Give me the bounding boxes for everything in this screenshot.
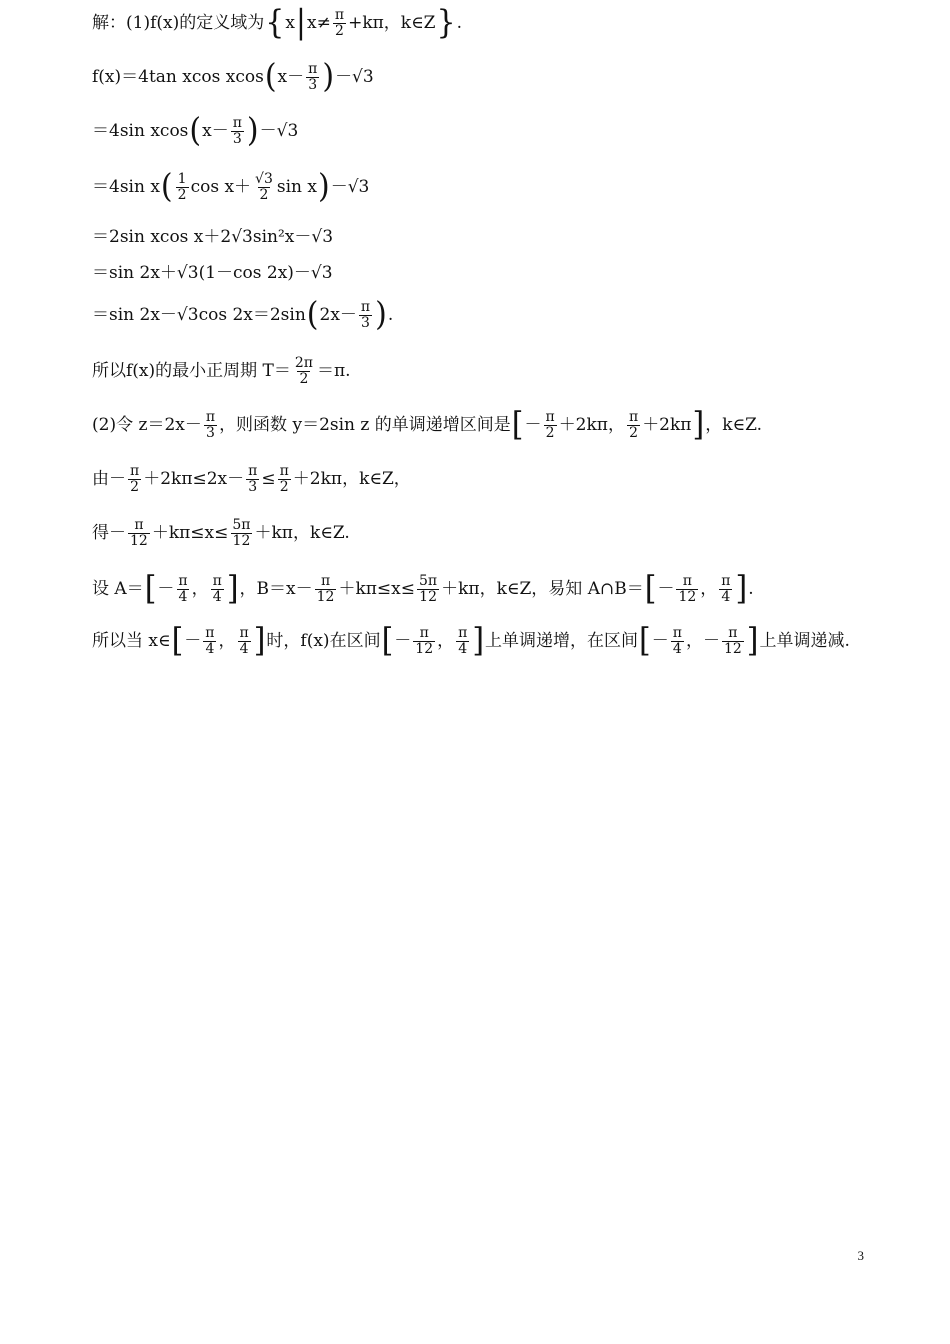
text: 时，f(x)在区间 (266, 630, 381, 651)
text: ＋2kπ≤2x－ (143, 468, 245, 489)
text: ， (218, 630, 236, 651)
text: －√3 (335, 66, 374, 87)
text: 由－ (92, 468, 126, 489)
fraction: $\frac{\pi}{3}$ (308, 61, 318, 93)
text: － (394, 630, 412, 651)
text: ＝sin 2x＋√3(1－cos 2x)－√3 (92, 263, 333, 283)
text: ＝4sin xcos (92, 120, 189, 141)
solution-line-1 (92, 3, 462, 42)
text: ＋2kπ (642, 414, 692, 435)
left-paren: ( (189, 111, 202, 150)
fraction: $\frac{\pi}{4}$ (212, 573, 222, 605)
left-bracket: [ (144, 569, 157, 608)
left-bracket: [ (639, 621, 651, 660)
vertical-bar: | (295, 3, 307, 42)
page-number: 3 (857, 1248, 864, 1263)
text: ＋kπ≤x≤ (338, 578, 416, 599)
fraction: $\frac{√3}{2}$ (255, 171, 273, 203)
text: cos x＋ (190, 176, 252, 197)
text: ＋2kπ， (558, 414, 625, 435)
text: ， (700, 578, 718, 599)
solution-line-9 (92, 405, 763, 444)
right-brace: } (436, 3, 456, 42)
fraction: $\frac{\pi}{3}$ (360, 299, 371, 331)
solution-line-8 (92, 356, 351, 386)
left-brace: { (265, 3, 285, 42)
text: ＝sin 2x－√3cos 2x＝2sin (92, 304, 306, 325)
text: －√3 (259, 120, 299, 141)
fraction: $\frac{\pi}{4}$ (672, 625, 682, 657)
text: ≤ (261, 468, 276, 489)
fraction: $\frac{\pi}{12}$ (415, 625, 434, 657)
fraction: $\frac{\pi}{2}$ (130, 463, 140, 495)
text: . (456, 12, 462, 33)
solution-line-7 (92, 295, 394, 334)
text: . (748, 578, 754, 599)
text: ＋2kπ，k∈Z， (292, 468, 411, 489)
text: f(x)＝4tan xcos xcos (92, 66, 264, 87)
text: x≠ (307, 12, 331, 33)
fraction: $\frac{\pi}{4}$ (458, 625, 468, 657)
text: x (285, 12, 295, 33)
text: 2x－ (319, 304, 357, 325)
text: 所以当 x∈ (92, 630, 171, 651)
right-paren: ) (317, 167, 330, 206)
text: ＝2sin xcos x＋2√3sin²x－√3 (92, 227, 334, 247)
text: (2)令 z＝2x－ (92, 414, 202, 435)
text: 解：(1)f(x)的定义域为 (92, 12, 265, 33)
solution-line-11 (92, 518, 350, 548)
left-paren: ( (264, 57, 277, 96)
text: x－ (277, 66, 305, 87)
left-bracket: [ (644, 569, 657, 608)
text: ，则函数 y＝2sin z 的单调递增区间是 (219, 414, 511, 435)
text: ＋kπ，k∈Z. (254, 522, 350, 543)
right-bracket: ] (253, 621, 266, 660)
fraction: $\frac{\pi}{4}$ (239, 625, 249, 657)
right-bracket: ] (472, 621, 485, 660)
text: 上单调递增，在区间 (485, 630, 639, 651)
text: ，B＝x－ (239, 578, 313, 599)
text: －√3 (330, 176, 370, 197)
fraction: $\frac{\pi}{12}$ (723, 625, 742, 657)
fraction: $\frac{\pi}{4}$ (205, 625, 215, 657)
right-bracket: ] (692, 405, 705, 444)
fraction: $\frac{\pi}{3}$ (248, 463, 258, 495)
right-paren: ) (322, 57, 335, 96)
fraction: $\frac{\pi}{12}$ (678, 573, 697, 605)
solution-line-2 (92, 57, 374, 96)
fraction: $\frac{2\pi}{2}$ (294, 355, 313, 387)
left-bracket: [ (511, 405, 524, 444)
text: sin x (276, 176, 317, 197)
text: 所以f(x)的最小正周期 T＝ (92, 360, 291, 381)
fraction: $\frac{\pi}{2}$ (628, 409, 639, 441)
fraction: $\frac{\pi}{12}$ (316, 573, 335, 605)
text: － (651, 630, 669, 651)
fraction: $\frac{\pi}{2}$ (545, 409, 555, 441)
left-bracket: [ (381, 621, 394, 660)
left-paren: ( (306, 295, 319, 334)
solution-line-6 (92, 264, 333, 283)
fraction: $\frac{\pi}{4}$ (178, 573, 188, 605)
fraction: $\frac{\pi}{12}$ (130, 517, 148, 549)
text: +kπ，k∈Z (348, 12, 436, 33)
fraction: $\frac{\pi}{3}$ (205, 409, 216, 441)
left-bracket: [ (171, 621, 184, 660)
right-bracket: ] (746, 621, 759, 660)
fraction: $\frac{1}{2}$ (177, 171, 187, 203)
right-bracket: ] (735, 569, 748, 608)
text: ＝π. (317, 360, 351, 381)
solution-line-10 (92, 464, 411, 494)
solution-line-4 (92, 167, 370, 206)
fraction: $\frac{\pi}{3}$ (232, 115, 242, 147)
text: x－ (202, 120, 229, 141)
text: ＋kπ，k∈Z，易知 A∩B＝ (441, 578, 644, 599)
fraction: $\frac{5\pi}{12}$ (232, 517, 251, 549)
right-paren: ) (375, 295, 387, 334)
text: ＋kπ≤x≤ (151, 522, 229, 543)
text: 设 A＝ (92, 578, 144, 599)
text: ， (437, 630, 455, 651)
text: ＝4sin x (92, 176, 160, 197)
left-paren: ( (160, 167, 173, 206)
right-paren: ) (246, 111, 259, 150)
fraction: $\frac{\pi}{2}$ (334, 7, 345, 39)
solution-line-13 (92, 621, 850, 660)
fraction: $\frac{\pi}{2}$ (279, 463, 289, 495)
text: － (657, 578, 675, 599)
text: 上单调递减. (759, 630, 850, 651)
fraction: $\frac{5\pi}{12}$ (419, 573, 438, 605)
text: ，－ (685, 630, 720, 651)
text: － (157, 578, 175, 599)
text: － (524, 414, 542, 435)
solution-line-12 (92, 569, 754, 608)
text: － (184, 630, 202, 651)
text: 得－ (92, 522, 126, 543)
text: ，k∈Z. (705, 414, 763, 435)
fraction: $\frac{\pi}{4}$ (721, 573, 731, 605)
text: . (387, 304, 394, 325)
solution-line-3 (92, 111, 299, 150)
text: ， (191, 578, 209, 599)
right-bracket: ] (226, 569, 239, 608)
solution-line-5 (92, 228, 333, 247)
